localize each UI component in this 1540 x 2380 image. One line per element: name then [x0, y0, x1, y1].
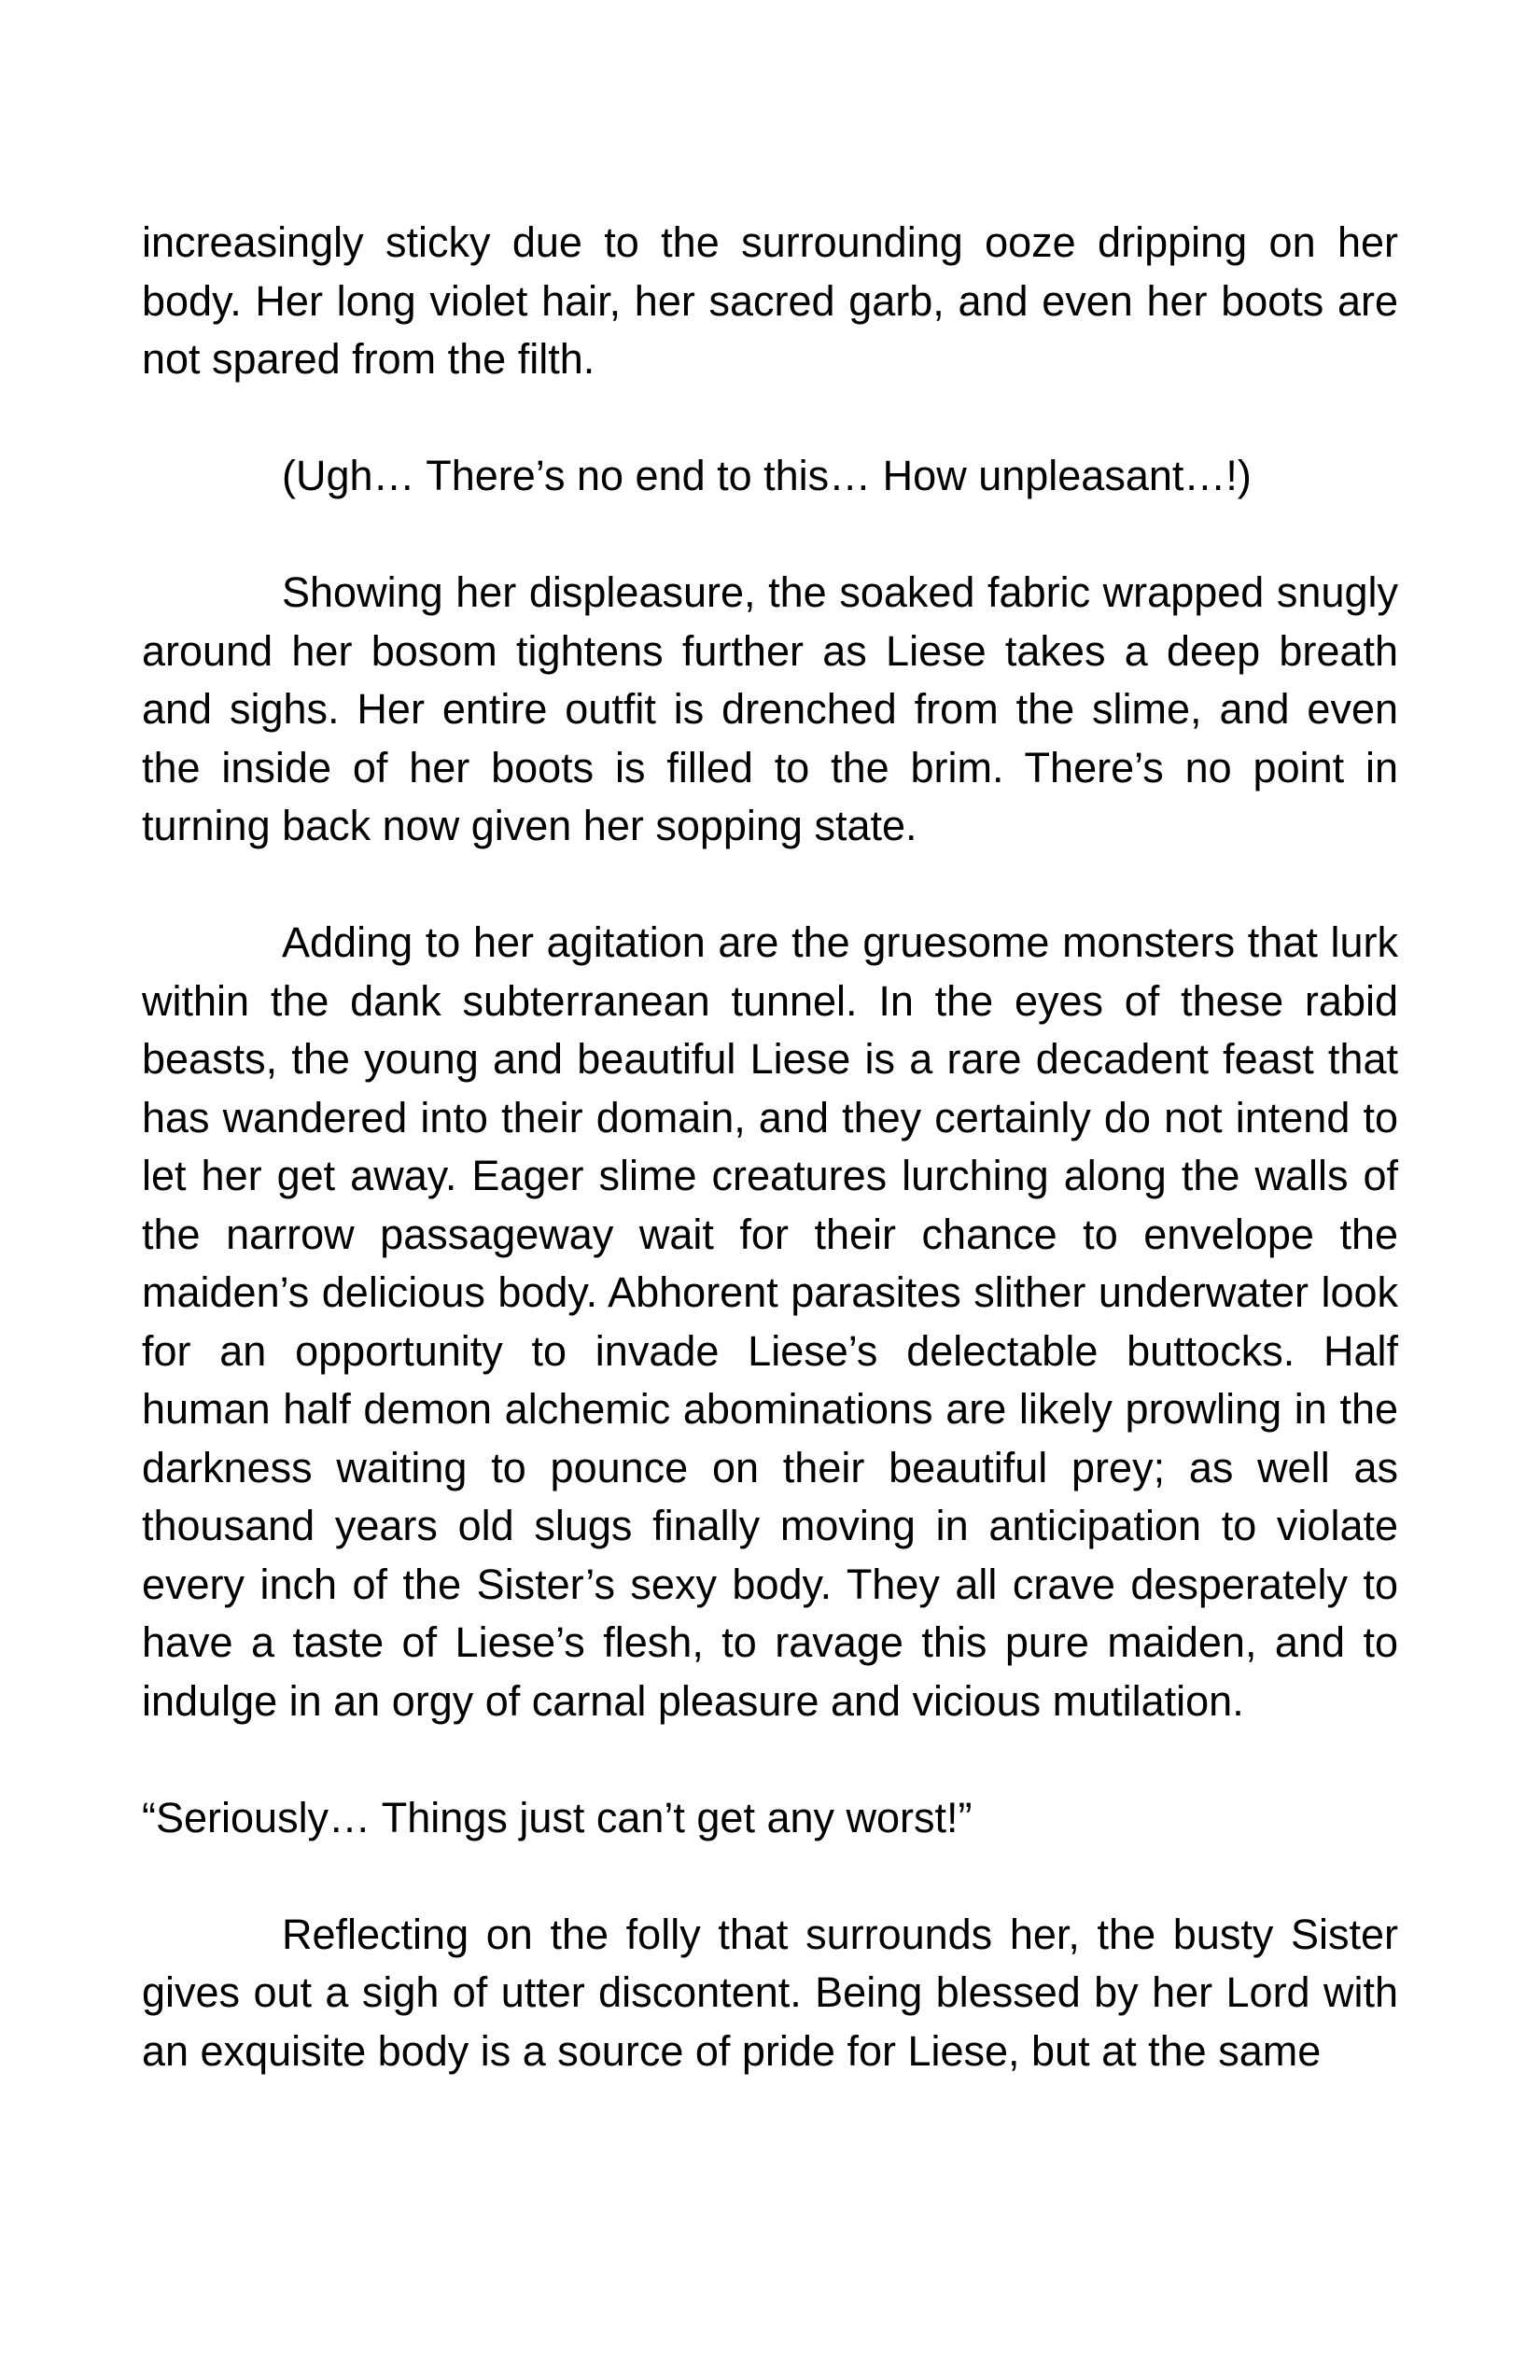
- continuation-paragraph: increasingly sticky due to the surrounding ooze dripping on her body. Her long violet hair, her sacred garb, and even her boots are not spared from the filth.: [142, 218, 1398, 383]
- closing-paragraph: Reflecting on the folly that surrounds her, the busty Sister gives out a sigh of utter discontent. Being blessed by her Lord with an exquisite body is a source of pride for Liese, but at the same: [142, 1910, 1398, 2075]
- text-column: [142, 214, 1398, 2080]
- inner-thought-line: (Ugh… There’s no end to this… How unpleasant…!): [282, 452, 1252, 499]
- body-paragraph-monsters: Adding to her agitation are the gruesome monsters that lurk within the dank subterranean tunnel. In the eyes of these rabid beasts, the young and beautiful Liese is a rare decadent feast that has wandered into their domain, and they certainly do not intend to let her get away. Eager slime creatures lurching along the walls of the narrow passageway wait for their chance to envelope the maiden’s delicious body. Abhorent parasites slither underwater look for an opportunity to invade Liese’s delectable buttocks. Half human half demon alchemic abominations are likely prowling in the darkness waiting to pounce on their beautiful prey; as well as thousand years old slugs finally moving in anticipation to violate every inch of the Sister’s sexy body. They all crave desperately to have a taste of Liese’s flesh, to ravage this pure maiden, and to indulge in an orgy of carnal pleasure and vicious mutilation.: [142, 918, 1398, 1725]
- dialogue-line: “Seriously… Things just can’t get any worst!”: [142, 1793, 973, 1841]
- body-paragraph-showing-displeasure: Showing her displeasure, the soaked fabric wrapped snugly around her bosom tightens further as Liese takes a deep breath and sighs. Her entire outfit is drenched from the slime, and even the inside of her boots is filled to the brim. There’s no point in turning back now given her sopping state.: [142, 568, 1398, 849]
